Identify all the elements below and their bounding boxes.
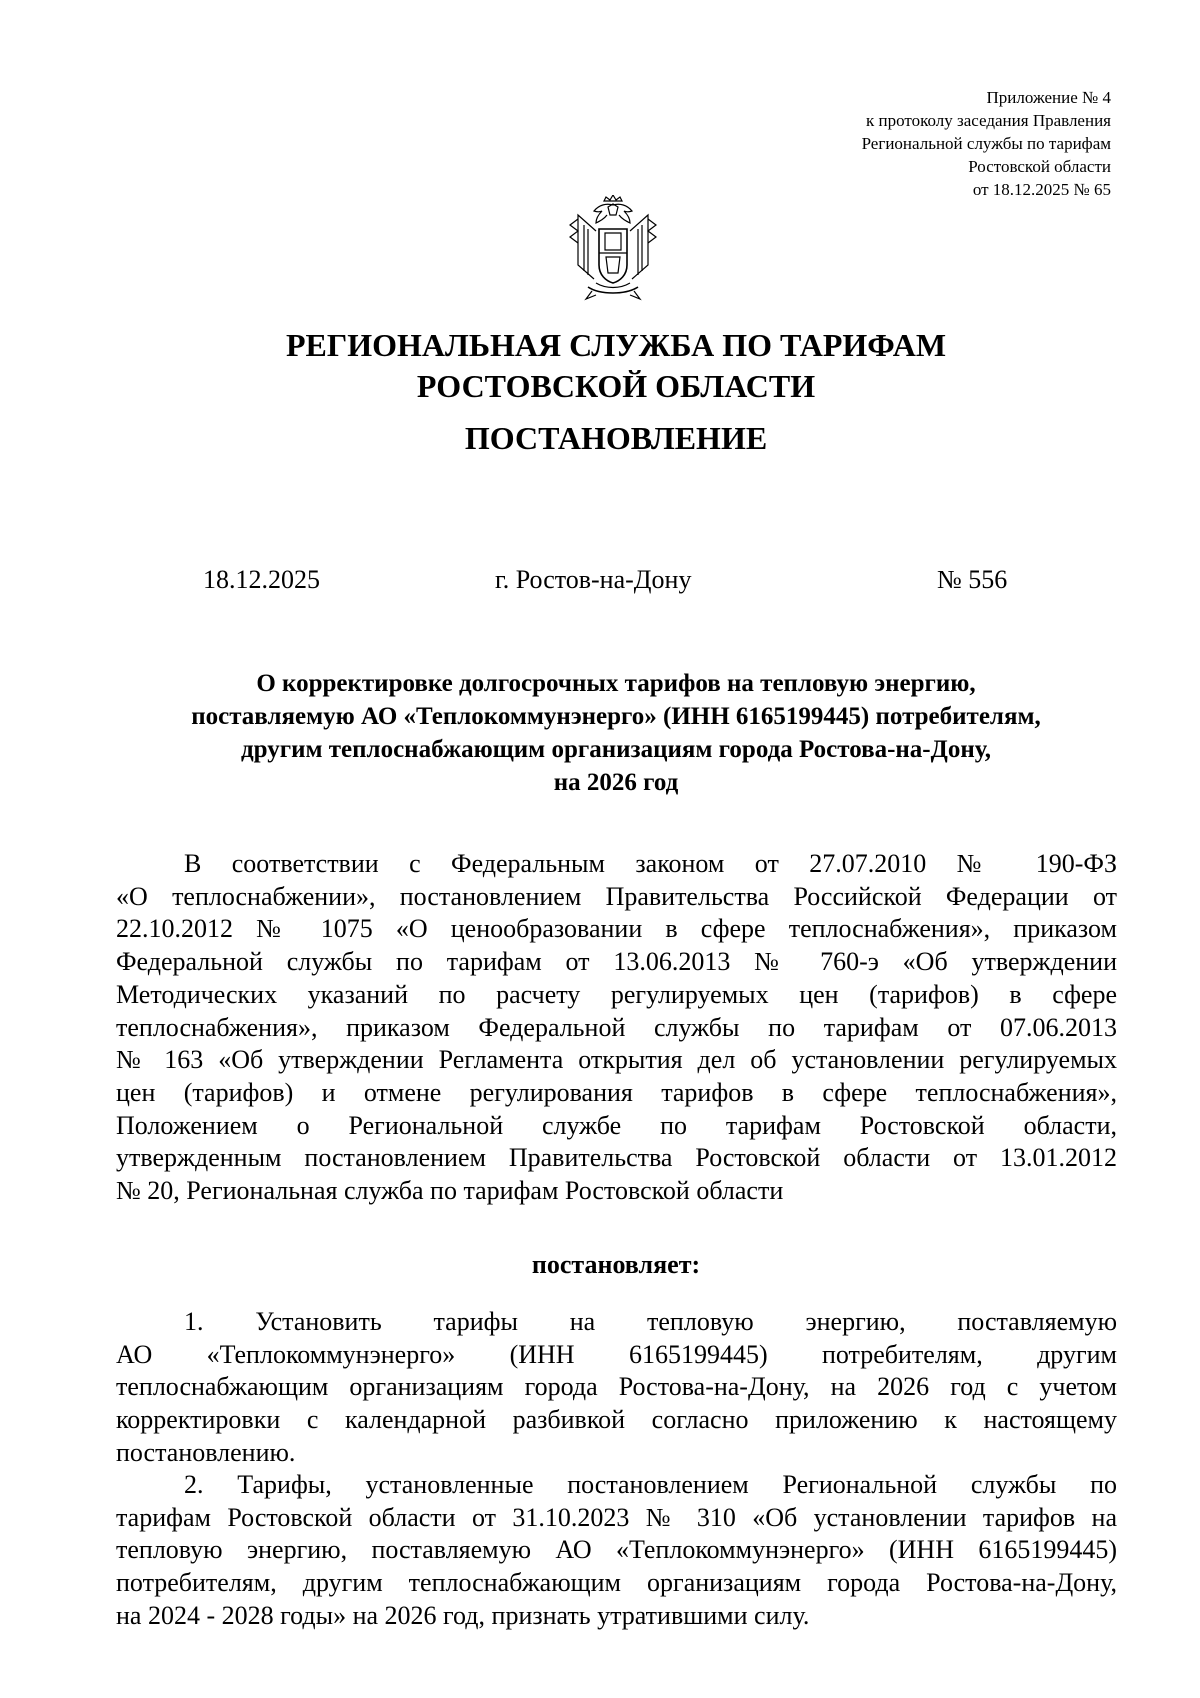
appendix-line: к протоколу заседания Правления xyxy=(866,111,1111,130)
paragraph-line: В соответствии с Федеральным законом от 27.07.2010 № 190-ФЗ xyxy=(184,849,1117,878)
paragraph-line: Федеральной службы по тарифам от 13.06.2013 № 760-э «Об утверждении xyxy=(116,947,1117,977)
subject-line: поставляемую АО «Теплокоммунэнерго» (ИНН 6165199445) потребителям, xyxy=(191,703,1041,730)
paragraph-line: постановлению. xyxy=(116,1437,296,1467)
document-type: ПОСТАНОВЛЕНИЕ xyxy=(464,420,768,456)
appendix-note xyxy=(691,86,1111,201)
appendix-line: Ростовской области xyxy=(968,157,1111,176)
paragraph-line: потребителям, другим теплоснабжающим организациям города Ростова-на-Дону, xyxy=(116,1568,1117,1598)
paragraph-line: № 163 «Об утверждении Регламента открытия дел об установлении регулируемых xyxy=(116,1045,1117,1075)
paragraph-line: Методических указаний по расчету регулируемых цен (тарифов) в сфере xyxy=(116,979,1117,1009)
organization-title-line: РОСТОВСКОЙ ОБЛАСТИ xyxy=(416,368,816,404)
document-date: 18.12.2025 xyxy=(203,565,320,594)
document-number: № 556 xyxy=(937,565,1008,594)
appendix-line: Региональной службы по тарифам xyxy=(861,134,1111,153)
subject-line: другим теплоснабжающим организациям города Ростова-на-Дону, xyxy=(241,736,991,763)
document-city: г. Ростов-на-Дону xyxy=(495,565,692,594)
paragraph-line: 1. Установить тарифы на тепловую энергию, поставляемую xyxy=(184,1307,1117,1336)
paragraph-line: 2. Тарифы, установленные постановлением Региональной службы по xyxy=(184,1470,1117,1499)
decree-item-2 xyxy=(116,1469,1117,1633)
paragraph-line: на 2024 - 2028 годы» на 2026 год, признать утратившими силу. xyxy=(116,1600,810,1630)
paragraph-line: теплоснабжения», приказом Федеральной службы по тарифам от 07.06.2013 xyxy=(116,1012,1117,1042)
organization-title-line: РЕГИОНАЛЬНАЯ СЛУЖБА ПО ТАРИФАМ xyxy=(285,327,947,363)
subject-line: на 2026 год xyxy=(553,769,679,796)
paragraph-line: 22.10.2012 № 1075 «О ценообразовании в сфере теплоснабжения», приказом xyxy=(116,914,1117,944)
organization-title xyxy=(0,325,1200,407)
appendix-line: Приложение № 4 xyxy=(986,88,1111,107)
paragraph-line: цен (тарифов) и отмене регулирования тарифов в сфере теплоснабжения», xyxy=(116,1077,1117,1107)
paragraph-line: АО «Теплокоммунэнерго» (ИНН 6165199445) потребителям, другим xyxy=(116,1339,1117,1369)
paragraph-line: тарифам Ростовской области от 31.10.2023 № 310 «Об установлении тарифов на xyxy=(116,1502,1117,1532)
paragraph-line: Положением о Региональной службе по тарифам Ростовской области, xyxy=(116,1110,1117,1140)
appendix-line: от 18.12.2025 № 65 xyxy=(972,180,1111,199)
document-subject xyxy=(116,667,1116,799)
preamble-paragraph xyxy=(116,848,1117,1208)
paragraph-line: теплоснабжающим организациям города Ростова-на-Дону, на 2026 год с учетом xyxy=(116,1372,1117,1402)
paragraph-line: тепловую энергию, поставляемую АО «Теплокоммунэнерго» (ИНН 6165199445) xyxy=(116,1535,1117,1565)
paragraph-line: утвержденным постановлением Правительства Ростовской области от 13.01.2012 xyxy=(116,1143,1117,1173)
paragraph-line: корректировки с календарной разбивкой согласно приложению к настоящему xyxy=(116,1405,1117,1435)
decree-word: постановляет: xyxy=(531,1250,701,1279)
decree-item-1 xyxy=(116,1306,1117,1470)
paragraph-line: «О теплоснабжении», постановлением Правительства Российской Федерации от xyxy=(116,881,1117,911)
paragraph-line: № 20, Региональная служба по тарифам Ростовской области xyxy=(116,1176,784,1206)
subject-line: О корректировке долгосрочных тарифов на тепловую энергию, xyxy=(256,670,976,697)
coat-of-arms-icon xyxy=(566,195,660,303)
